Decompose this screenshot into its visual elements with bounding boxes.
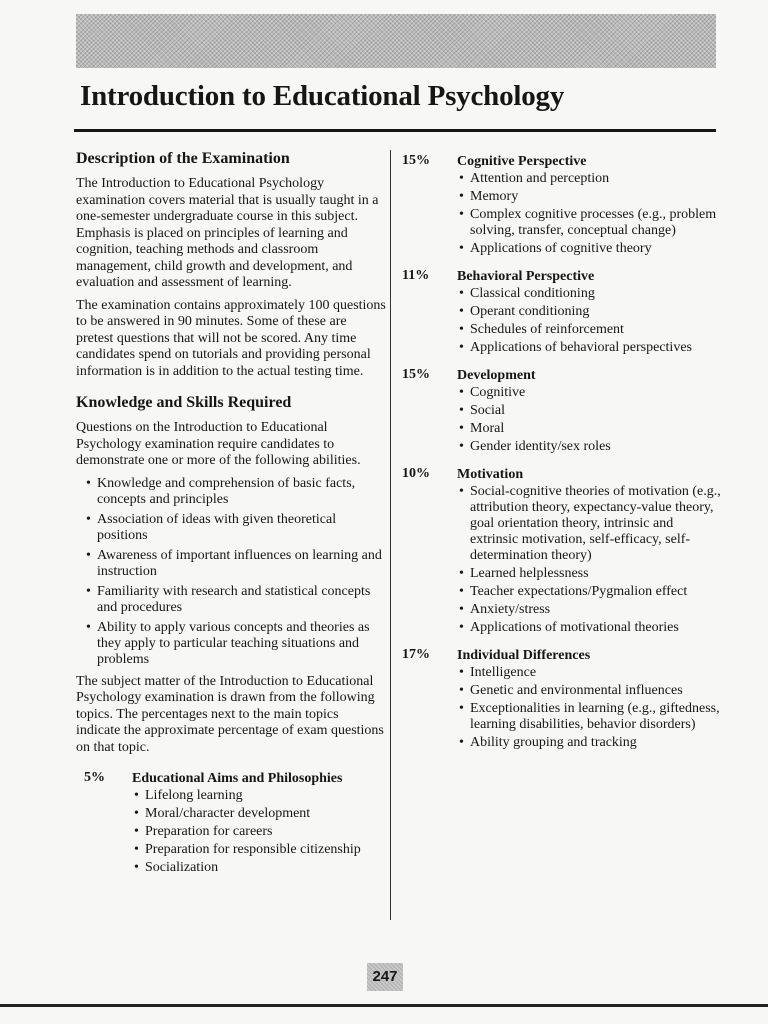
description-heading: Description of the Examination [76, 150, 290, 167]
abilities-list [76, 476, 386, 668]
topic-item: • Schedules of reinforcement [457, 322, 722, 338]
description-paragraph: The examination contains approximately 100 questions to be answered in 90 minutes. Some of these are pretest questions that will not be scored. Any time candidates spend on tutorials and providing personal information is in addition to the actual testing time. [76, 297, 386, 379]
topic-title: Development [457, 368, 536, 383]
topic-item: • Moral [457, 421, 722, 437]
topics-intro: The subject matter of the Introduction to Educational Psychology examination is drawn from the following topics. The percentages next to the main topics indicate the approximate percentage of exam questions on that topic. [76, 673, 384, 755]
topic-item: • Memory [457, 189, 722, 205]
topic-items [457, 286, 722, 356]
topic-item: • Preparation for responsible citizenship [132, 842, 386, 858]
topic-item: • Social [457, 403, 722, 419]
header-banner [76, 14, 716, 68]
left-column [76, 150, 386, 887]
topic-block [76, 770, 386, 876]
topic-item: • Attention and perception [457, 171, 722, 187]
topic-percent: 11% [402, 268, 430, 283]
topic-item: • Cognitive [457, 385, 722, 401]
topic-title: Cognitive Perspective [457, 154, 587, 169]
skills-heading: Knowledge and Skills Required [76, 394, 292, 411]
topic-percent: 15% [402, 153, 430, 168]
ability-item: • Association of ideas with given theoretical positions [76, 512, 386, 544]
topic-item: • Teacher expectations/Pygmalion effect [457, 584, 722, 600]
topic-item: • Preparation for careers [132, 824, 386, 840]
topic-title: Educational Aims and Philosophies [132, 771, 343, 786]
footer-rule [0, 1004, 768, 1007]
page-number: 247 [367, 963, 403, 991]
topic-percent: 5% [84, 770, 105, 785]
description-paragraph: The Introduction to Educational Psychology examination covers material that is usually taught in a one-semester undergraduate course in this subject. Emphasis is placed on principles of learning and cognition, teaching methods and classroom management, child growth and development, and evaluation and assessment of learning. [76, 176, 379, 290]
topic-title: Motivation [457, 467, 524, 482]
topic-item: • Social-cognitive theories of motivation (e.g., attribution theory, expectancy-value theory, goal orientation theory, intrinsic and extrinsic motivation, self-efficacy, self-determination theory) [457, 484, 722, 564]
topic-item: • Applications of behavioral perspectives [457, 340, 722, 356]
topic-item: • Operant conditioning [457, 304, 722, 320]
ability-item: • Familiarity with research and statistical concepts and procedures [76, 584, 386, 616]
topic-item: • Lifelong learning [132, 788, 386, 804]
topic-block [402, 367, 722, 455]
topic-item: • Genetic and environmental influences [457, 683, 722, 699]
topic-percent: 10% [402, 466, 430, 481]
topic-item: • Ability grouping and tracking [457, 735, 722, 751]
topic-item: • Learned helplessness [457, 566, 722, 582]
topic-items [132, 788, 386, 876]
topic-percent: 17% [402, 647, 430, 662]
page-title: Introduction to Educational Psychology [80, 80, 565, 112]
topic-items [457, 385, 722, 455]
topic-title: Individual Differences [457, 648, 591, 663]
topic-title: Behavioral Perspective [457, 269, 595, 284]
topic-item: • Socialization [132, 860, 386, 876]
topic-percent: 15% [402, 367, 430, 382]
column-divider [390, 150, 391, 920]
topic-items [457, 484, 722, 636]
ability-item: • Ability to apply various concepts and theories as they apply to particular teaching situations and problems [76, 620, 386, 668]
ability-item: • Knowledge and comprehension of basic facts, concepts and principles [76, 476, 386, 508]
ability-item: • Awareness of important influences on learning and instruction [76, 548, 386, 580]
topic-items [457, 171, 722, 257]
topic-item: • Gender identity/sex roles [457, 439, 722, 455]
title-rule [74, 129, 716, 132]
topic-block [402, 268, 722, 356]
topic-item: • Anxiety/stress [457, 602, 722, 618]
topic-item: • Classical conditioning [457, 286, 722, 302]
topic-block [402, 466, 722, 636]
topic-item: • Moral/character development [132, 806, 386, 822]
skills-intro: Questions on the Introduction to Educational Psychology examination require candidates to demonstrate one or more of the following abilities. [76, 420, 361, 468]
topic-item: • Applications of motivational theories [457, 620, 722, 636]
topic-items [457, 665, 722, 751]
topic-item: • Applications of cognitive theory [457, 241, 722, 257]
topic-item: • Complex cognitive processes (e.g., problem solving, transfer, conceptual change) [457, 207, 722, 239]
topic-item: • Intelligence [457, 665, 722, 681]
topic-block [402, 153, 722, 257]
right-column [402, 153, 722, 762]
topic-block [402, 647, 722, 751]
topic-item: • Exceptionalities in learning (e.g., giftedness, learning disabilities, behavior disorders) [457, 701, 722, 733]
